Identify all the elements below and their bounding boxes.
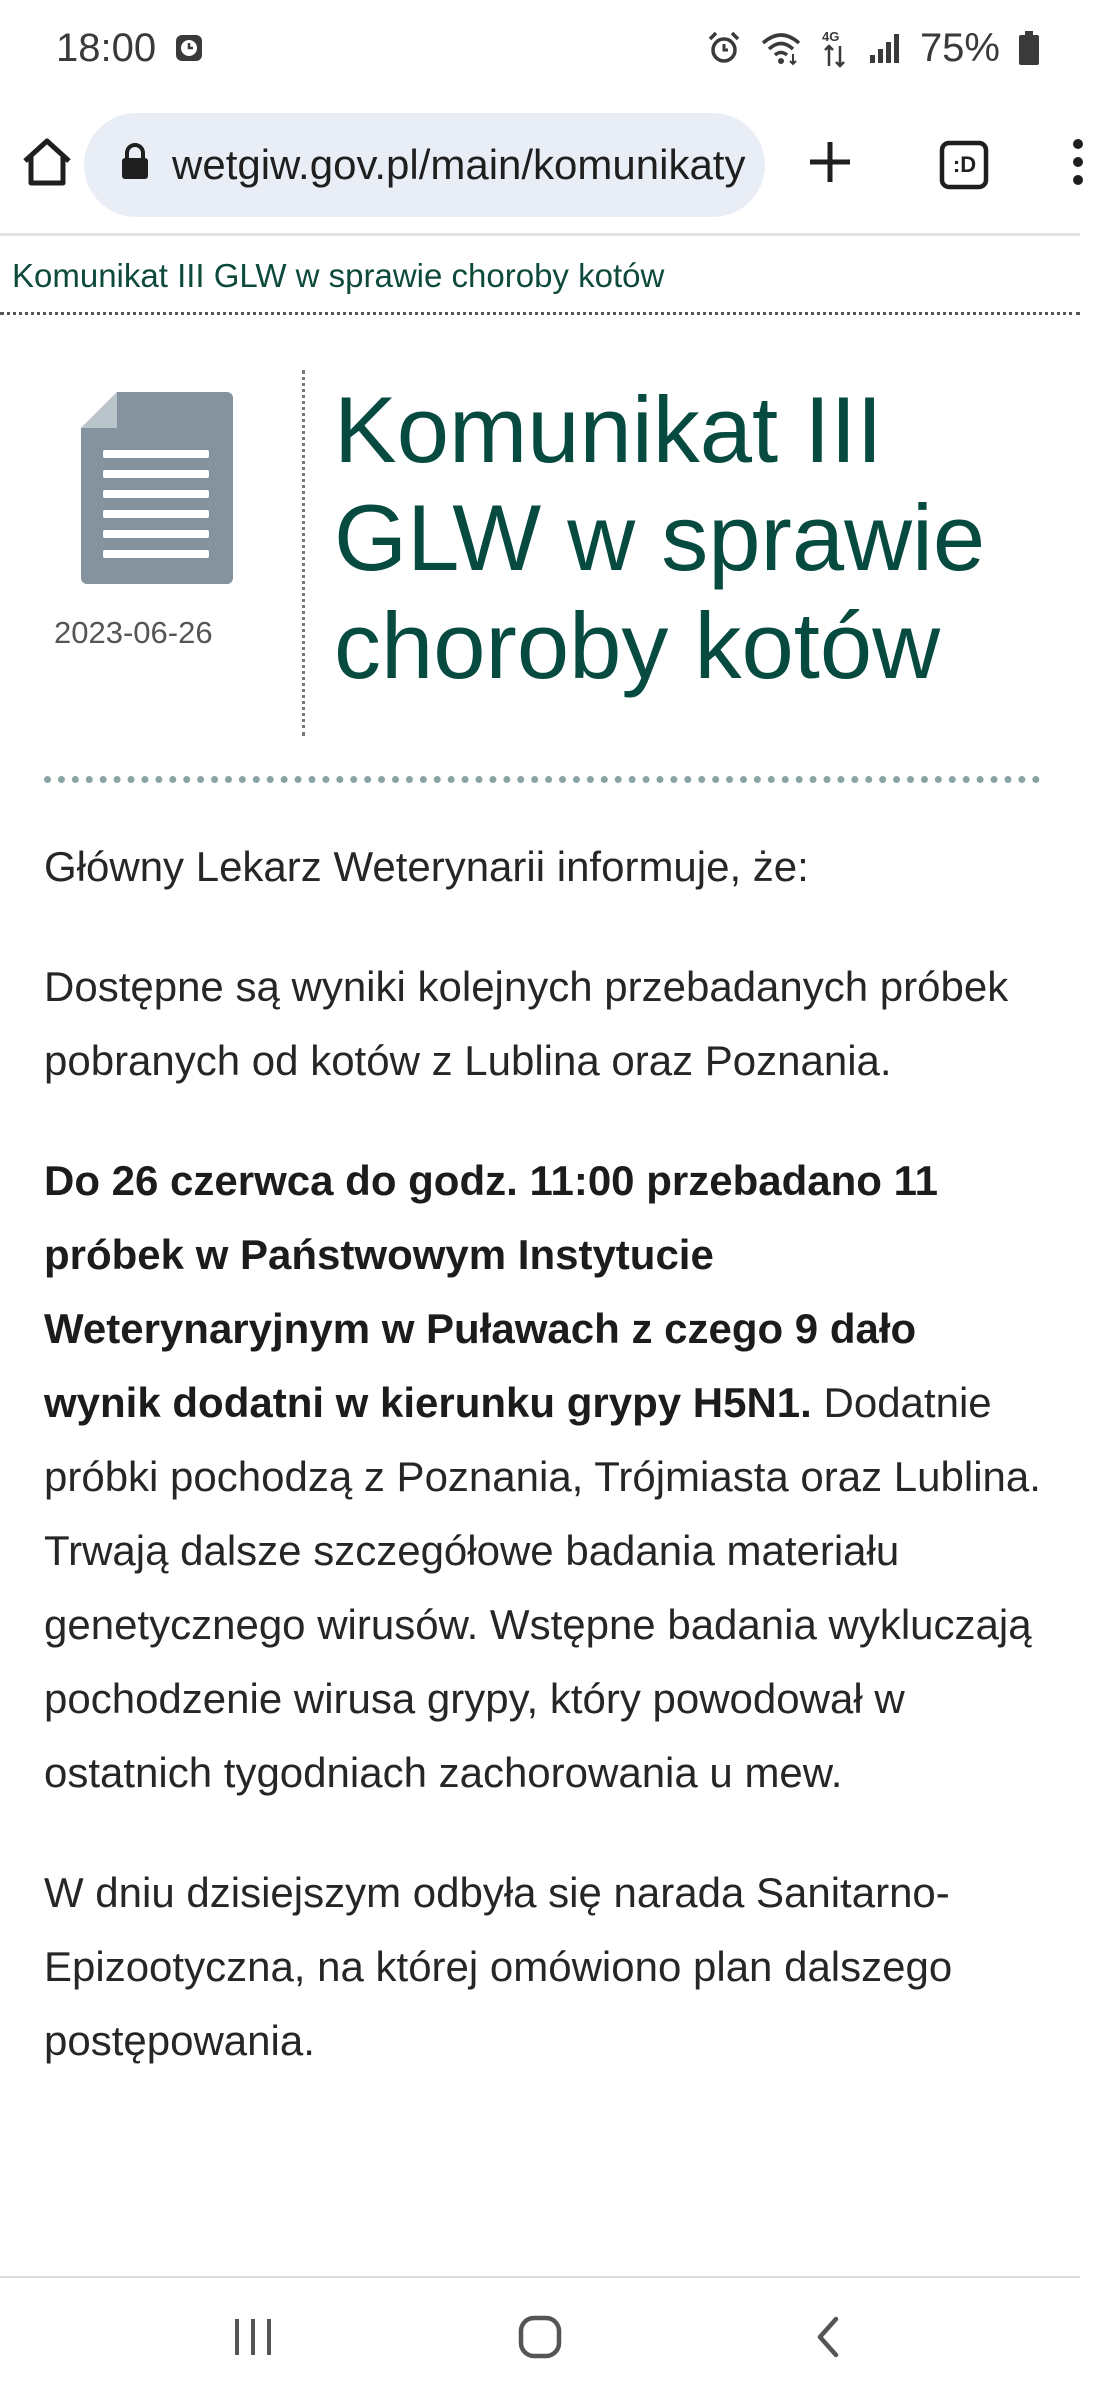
battery-percent: 75%: [919, 25, 1000, 70]
network-label: 4G: [821, 29, 840, 44]
status-left: [56, 26, 204, 71]
article-paragraph: Dostępne są wyniki kolejnych przebadanych próbek pobranych od kotów z Lublina oraz Poznania.: [44, 963, 1009, 1084]
home-icon: [20, 135, 74, 194]
document-meta: [44, 370, 244, 651]
status-right: [706, 26, 1040, 71]
status-time: 18:00: [56, 25, 157, 70]
tab-switcher-button[interactable]: [919, 120, 1009, 210]
header-divider: [302, 370, 305, 736]
new-tab-button[interactable]: [785, 120, 875, 210]
more-menu-button[interactable]: [1053, 120, 1103, 210]
recent-apps-icon: [231, 2317, 275, 2362]
home-button-icon: [517, 2314, 563, 2365]
results-highlight: Do 26 czerwca do godz. 11:00 przebadano 11 próbek w Państwowym Instytucie Weterynaryjnym w Puławach z czego 9 dało wynik dodatni w kierunku grypy H5N1.: [44, 1157, 938, 1426]
notification-clock-icon: [174, 33, 204, 63]
url-text: wetgiw.gov.pl/main/komunikaty: [172, 140, 746, 188]
browser-toolbar: [0, 96, 1080, 236]
document-icon: [70, 388, 244, 593]
section-divider: [44, 776, 1040, 783]
home-button[interactable]: [20, 120, 74, 210]
back-icon: [812, 2315, 842, 2364]
lock-icon: [120, 143, 150, 186]
breadcrumb: [0, 239, 1080, 315]
article-paragraph: W dniu dzisiejszym odbyła się narada Sanitarno-Epizootyczna, na której omówiono plan dalszego postępowania.: [44, 1869, 953, 2064]
tab-switcher-label: :D: [952, 151, 977, 177]
back-button[interactable]: [767, 2289, 887, 2389]
system-nav-bar: [0, 2276, 1080, 2400]
results-detail: Dodatnie próbki pochodzą z Poznania, Trójmiasta oraz Lublina. Trwają dalsze szczegółowe badania materiału genetycznego wirusów. Wstępne badania wykluczają pochodzenie wirusa grypy, który powodował w ostatnich tygodniach zachorowania u mew.: [44, 1379, 1041, 1796]
article-body: [44, 830, 1044, 2124]
signal-icon: [868, 31, 902, 65]
article-intro: Główny Lekarz Weterynarii informuje, że:: [44, 843, 809, 890]
status-bar: [0, 0, 1080, 96]
recent-apps-button[interactable]: [193, 2289, 313, 2389]
tab-switcher-icon: [939, 140, 989, 190]
article-paragraph-results: [44, 1144, 1044, 1810]
url-bar[interactable]: [84, 113, 765, 217]
page-title: Komunikat III GLW w sprawie choroby kotów: [334, 377, 986, 698]
breadcrumb-current[interactable]: Komunikat III GLW w sprawie choroby kotów: [12, 257, 665, 294]
article-header: [0, 370, 1080, 740]
battery-icon: [1018, 30, 1040, 66]
article-date: 2023-06-26: [54, 615, 213, 650]
home-nav-button[interactable]: [480, 2289, 600, 2389]
alarm-icon: [706, 30, 742, 66]
more-menu-icon: [1071, 138, 1085, 191]
wifi-icon: [760, 30, 802, 66]
mobile-data-icon: [820, 28, 850, 68]
toolbar-actions: [785, 120, 1113, 210]
new-tab-icon: [806, 138, 854, 191]
